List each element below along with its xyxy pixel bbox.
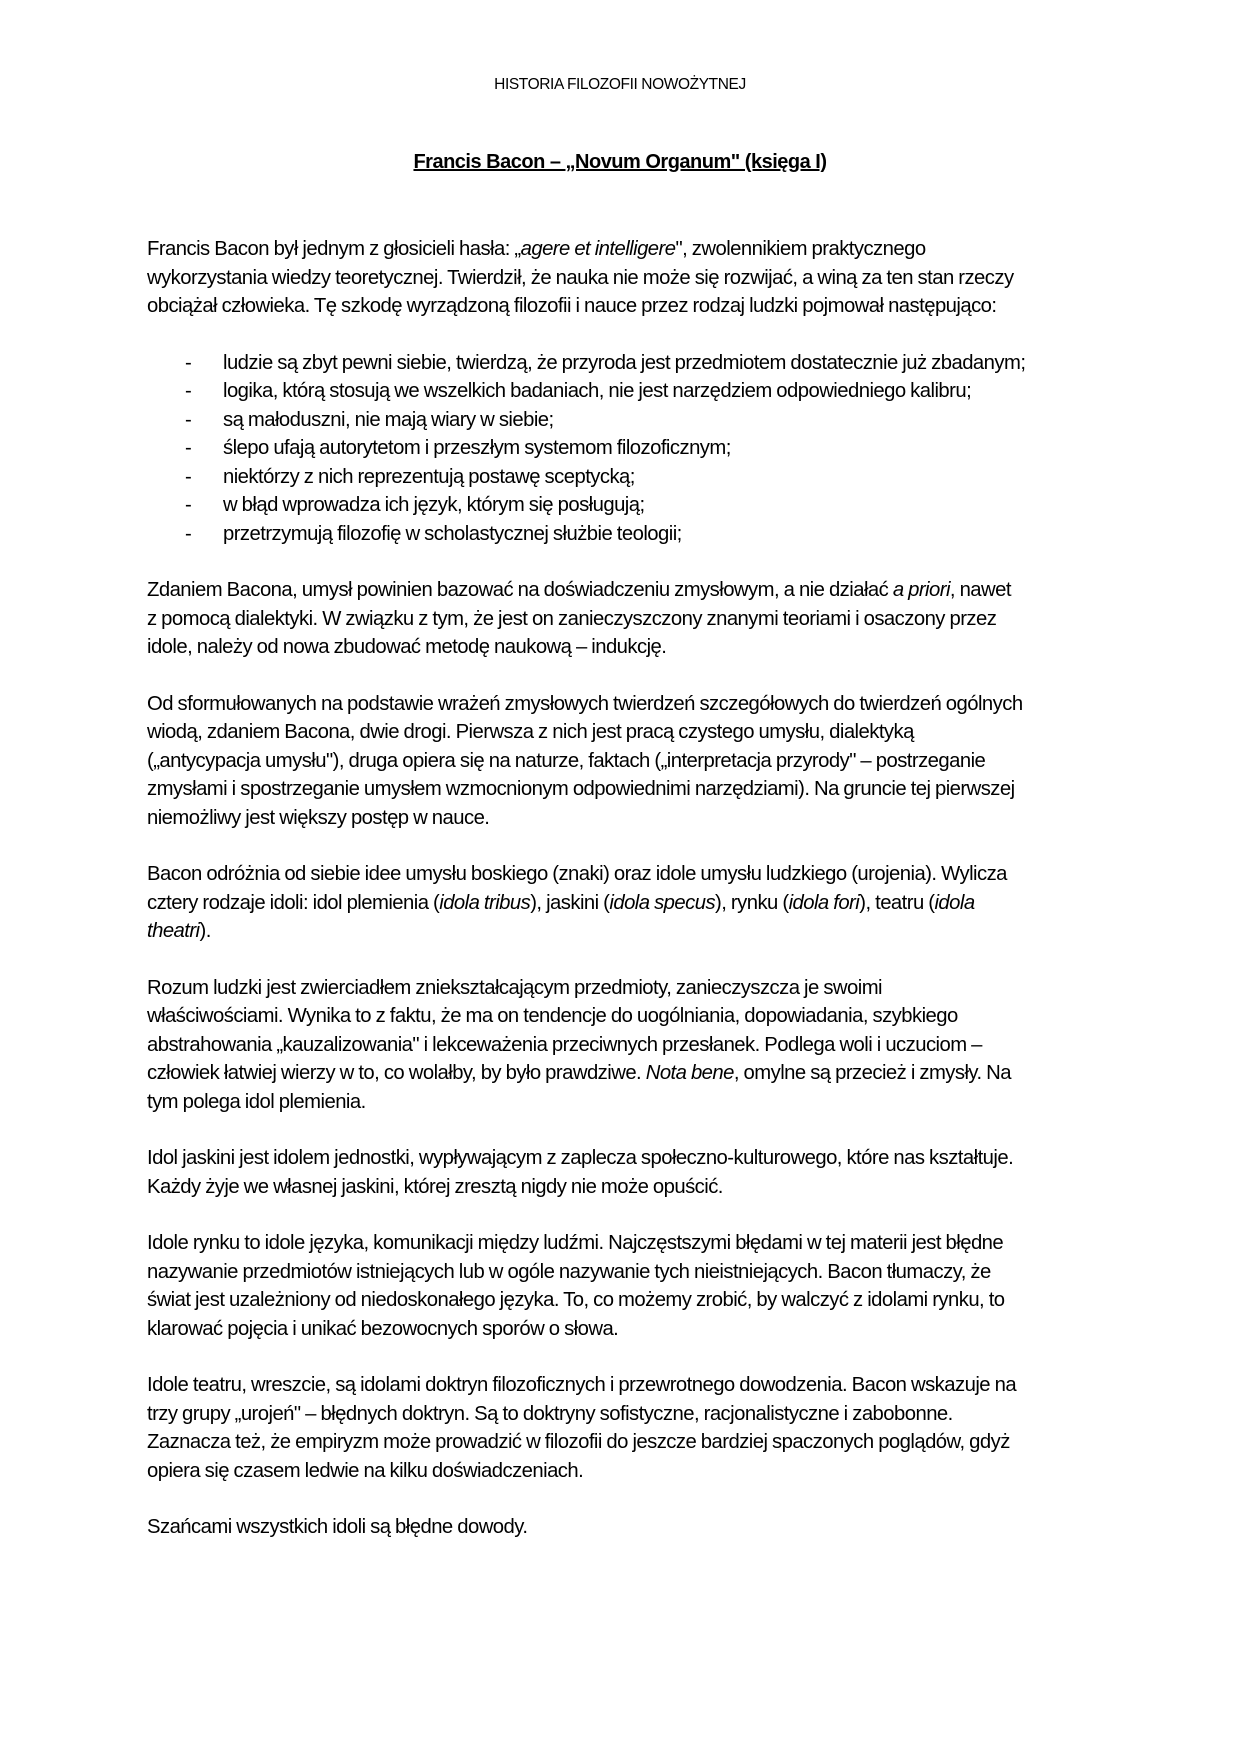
document-title: Francis Bacon – „Novum Organum" (księga I) [413,151,827,173]
dash-marker: - [185,465,192,488]
latin-phrase: idola tribus [439,891,531,914]
dash-marker: - [185,494,192,516]
latin-phrase: idola [934,891,975,914]
bullet-list [147,349,1092,549]
paragraph-line: („antycypacja umysłu"), druga opiera się na naturze, faktach („interpretacja przyrody" – postrzeganie [147,749,986,772]
paragraph-line: nazywanie przedmiotów istniejących lub w ogóle nazywanie tych nieistniejących. Bacon tłumaczy, że [147,1260,991,1283]
paragraph-line: trzy grupy „urojeń" – błędnych doktryn. Są to doktryny sofistyczne, racjonalistyczne i zabobonne. [147,1402,953,1425]
latin-phrase: idola fori [788,891,860,914]
document-body [147,235,1092,1570]
paragraph-intro [147,235,1092,321]
latin-phrase: theatri [147,920,200,942]
paragraph-line: obciążał człowieka. Tę szkodę wyrządzoną filozofii i nauce przez rodzaj ludzki pojmował następująco: [147,295,997,317]
paragraph-idols-types [147,860,1092,946]
paragraph-conclusion [147,1513,1092,1542]
dash-marker: - [185,408,192,431]
paragraph-line: abstrahowania „kauzalizowania" i lekceważenia przeciwnych przesłanek. Podlega woli i uczuciom – [147,1033,982,1056]
paragraph-line: Zaznacza też, że empiryzm może prowadzić w filozofii do jeszcze bardziej spaczonych poglądów, gdyż [147,1431,1010,1453]
list-item: - logika, którą stosują we wszelkich badaniach, nie jest narzędziem odpowiedniego kalibru; [147,377,1092,406]
paragraph-line: Idole teatru, wreszcie, są idolami doktryn filozoficznych i przewrotnego dowodzenia. Bacon wskazuje na [147,1374,1017,1396]
paragraph-line: Każdy żyje we własnej jaskini, której zresztą nigdy nie może opuścić. [147,1175,723,1198]
document-header: HISTORIA FILOZOFII NOWOŻYTNEJ [494,76,746,93]
paragraph-line: wiodą, zdaniem Bacona, dwie drogi. Pierwsza z nich jest pracą czystego umysłu, dialektyką [147,721,914,743]
paragraph-line: Bacon odróżnia od siebie idee umysłu boskiego (znaki) oraz idole umysłu ludzkiego (urojenia). Wylicza [147,863,1007,885]
latin-phrase: agere et intelligere [520,238,676,260]
paragraph-line: theatri). [147,920,211,942]
paragraph-line: Idol jaskini jest idolem jednostki, wypływającym z zaplecza społeczno-kulturowego, które nas kształtuje. [147,1147,1014,1169]
paragraph-line: Szańcami wszystkich idoli są błędne dowody. [147,1516,528,1538]
paragraph-bacon-opinion [147,576,1092,662]
paragraph-line: Idole rynku to idole języka, komunikacji między ludźmi. Najczęstszymi błędami w tej materii jest błędne [147,1232,1004,1254]
paragraph-line: Od sformułowanych na podstawie wrażeń zmysłowych twierdzeń szczegółowych do twierdzeń ogólnych [147,692,1023,715]
paragraph-line: tym polega idol plemienia. [147,1090,366,1113]
dash-marker: - [185,351,192,374]
paragraph-idol-market [147,1229,1092,1343]
paragraph-two-paths [147,690,1092,833]
paragraph-idol-cave [147,1144,1092,1201]
list-item: - ludzie są zbyt pewni siebie, twierdzą, że przyroda jest przedmiotem dostatecznie już zbadanym; [147,349,1092,378]
paragraph-line: z pomocą dialektyki. W związku z tym, że jest on zanieczyszczony znanymi teoriami i osaczony przez [147,607,997,630]
latin-phrase: idola specus [609,891,716,914]
dash-marker: - [185,380,192,402]
paragraph-line: idole, należy od nowa zbudować metodę naukową – indukcję. [147,636,667,658]
paragraph-line: zmysłami i spostrzeganie umysłem wzmocnionym odpowiednimi narzędziami). Na gruncie tej pierwszej [147,778,1015,800]
list-item: - przetrzymują filozofię w scholastycznej służbie teologii; [147,520,1092,549]
dash-marker: - [185,522,192,545]
paragraph-idol-tribe [147,974,1092,1117]
paragraph-line: niemożliwy jest większy postęp w nauce. [147,806,490,829]
paragraph-line: klarować pojęcia i unikać bezowocnych sporów o słowa. [147,1317,619,1340]
list-item: - ślepo ufają autorytetom i przeszłym systemom filozoficznym; [147,434,1092,463]
paragraph-line: Zdaniem Bacona, umysł powinien bazować na doświadczeniu zmysłowym, a nie działać a priori, nawet [147,579,1011,601]
paragraph-line: Rozum ludzki jest zwierciadłem zniekształcającym przedmioty, zanieczyszcza je swoimi [147,976,882,999]
dash-marker: - [185,437,192,459]
paragraph-line: wykorzystania wiedzy teoretycznej. Twierdził, że nauka nie może się rozwijać, a winą za ten stan rzeczy [147,266,1014,289]
paragraph-line: człowiek łatwiej wierzy w to, co wolałby, by było prawdziwe. Nota bene, omylne są przecież i zmysły. Na [147,1062,1012,1084]
paragraph-line: cztery rodzaje idoli: idol plemienia (idola tribus), jaskini (idola specus), rynku (idola fori), teatru (idola [147,891,975,914]
paragraph-idol-theatre [147,1371,1092,1485]
paragraph-line: właściwościami. Wynika to z faktu, że ma on tendencje do uogólniania, dopowiadania, szybkiego [147,1005,958,1027]
paragraph-line: Francis Bacon był jednym z głosicieli hasła: „agere et intelligere", zwolennikiem praktycznego [147,238,926,260]
paragraph-line: świat jest uzależniony od niedoskonałego języka. To, co możemy zrobić, by walczyć z idolami rynku, to [147,1289,1005,1311]
latin-phrase: a priori [892,579,950,601]
paragraph-line: opiera się czasem ledwie na kilku doświadczeniach. [147,1459,584,1482]
list-item: - są małoduszni, nie mają wiary w siebie; [147,406,1092,435]
list-item: - w błąd wprowadza ich język, którym się posługują; [147,491,1092,520]
list-item: - niektórzy z nich reprezentują postawę sceptycką; [147,463,1092,492]
latin-phrase: Nota bene [645,1062,734,1084]
